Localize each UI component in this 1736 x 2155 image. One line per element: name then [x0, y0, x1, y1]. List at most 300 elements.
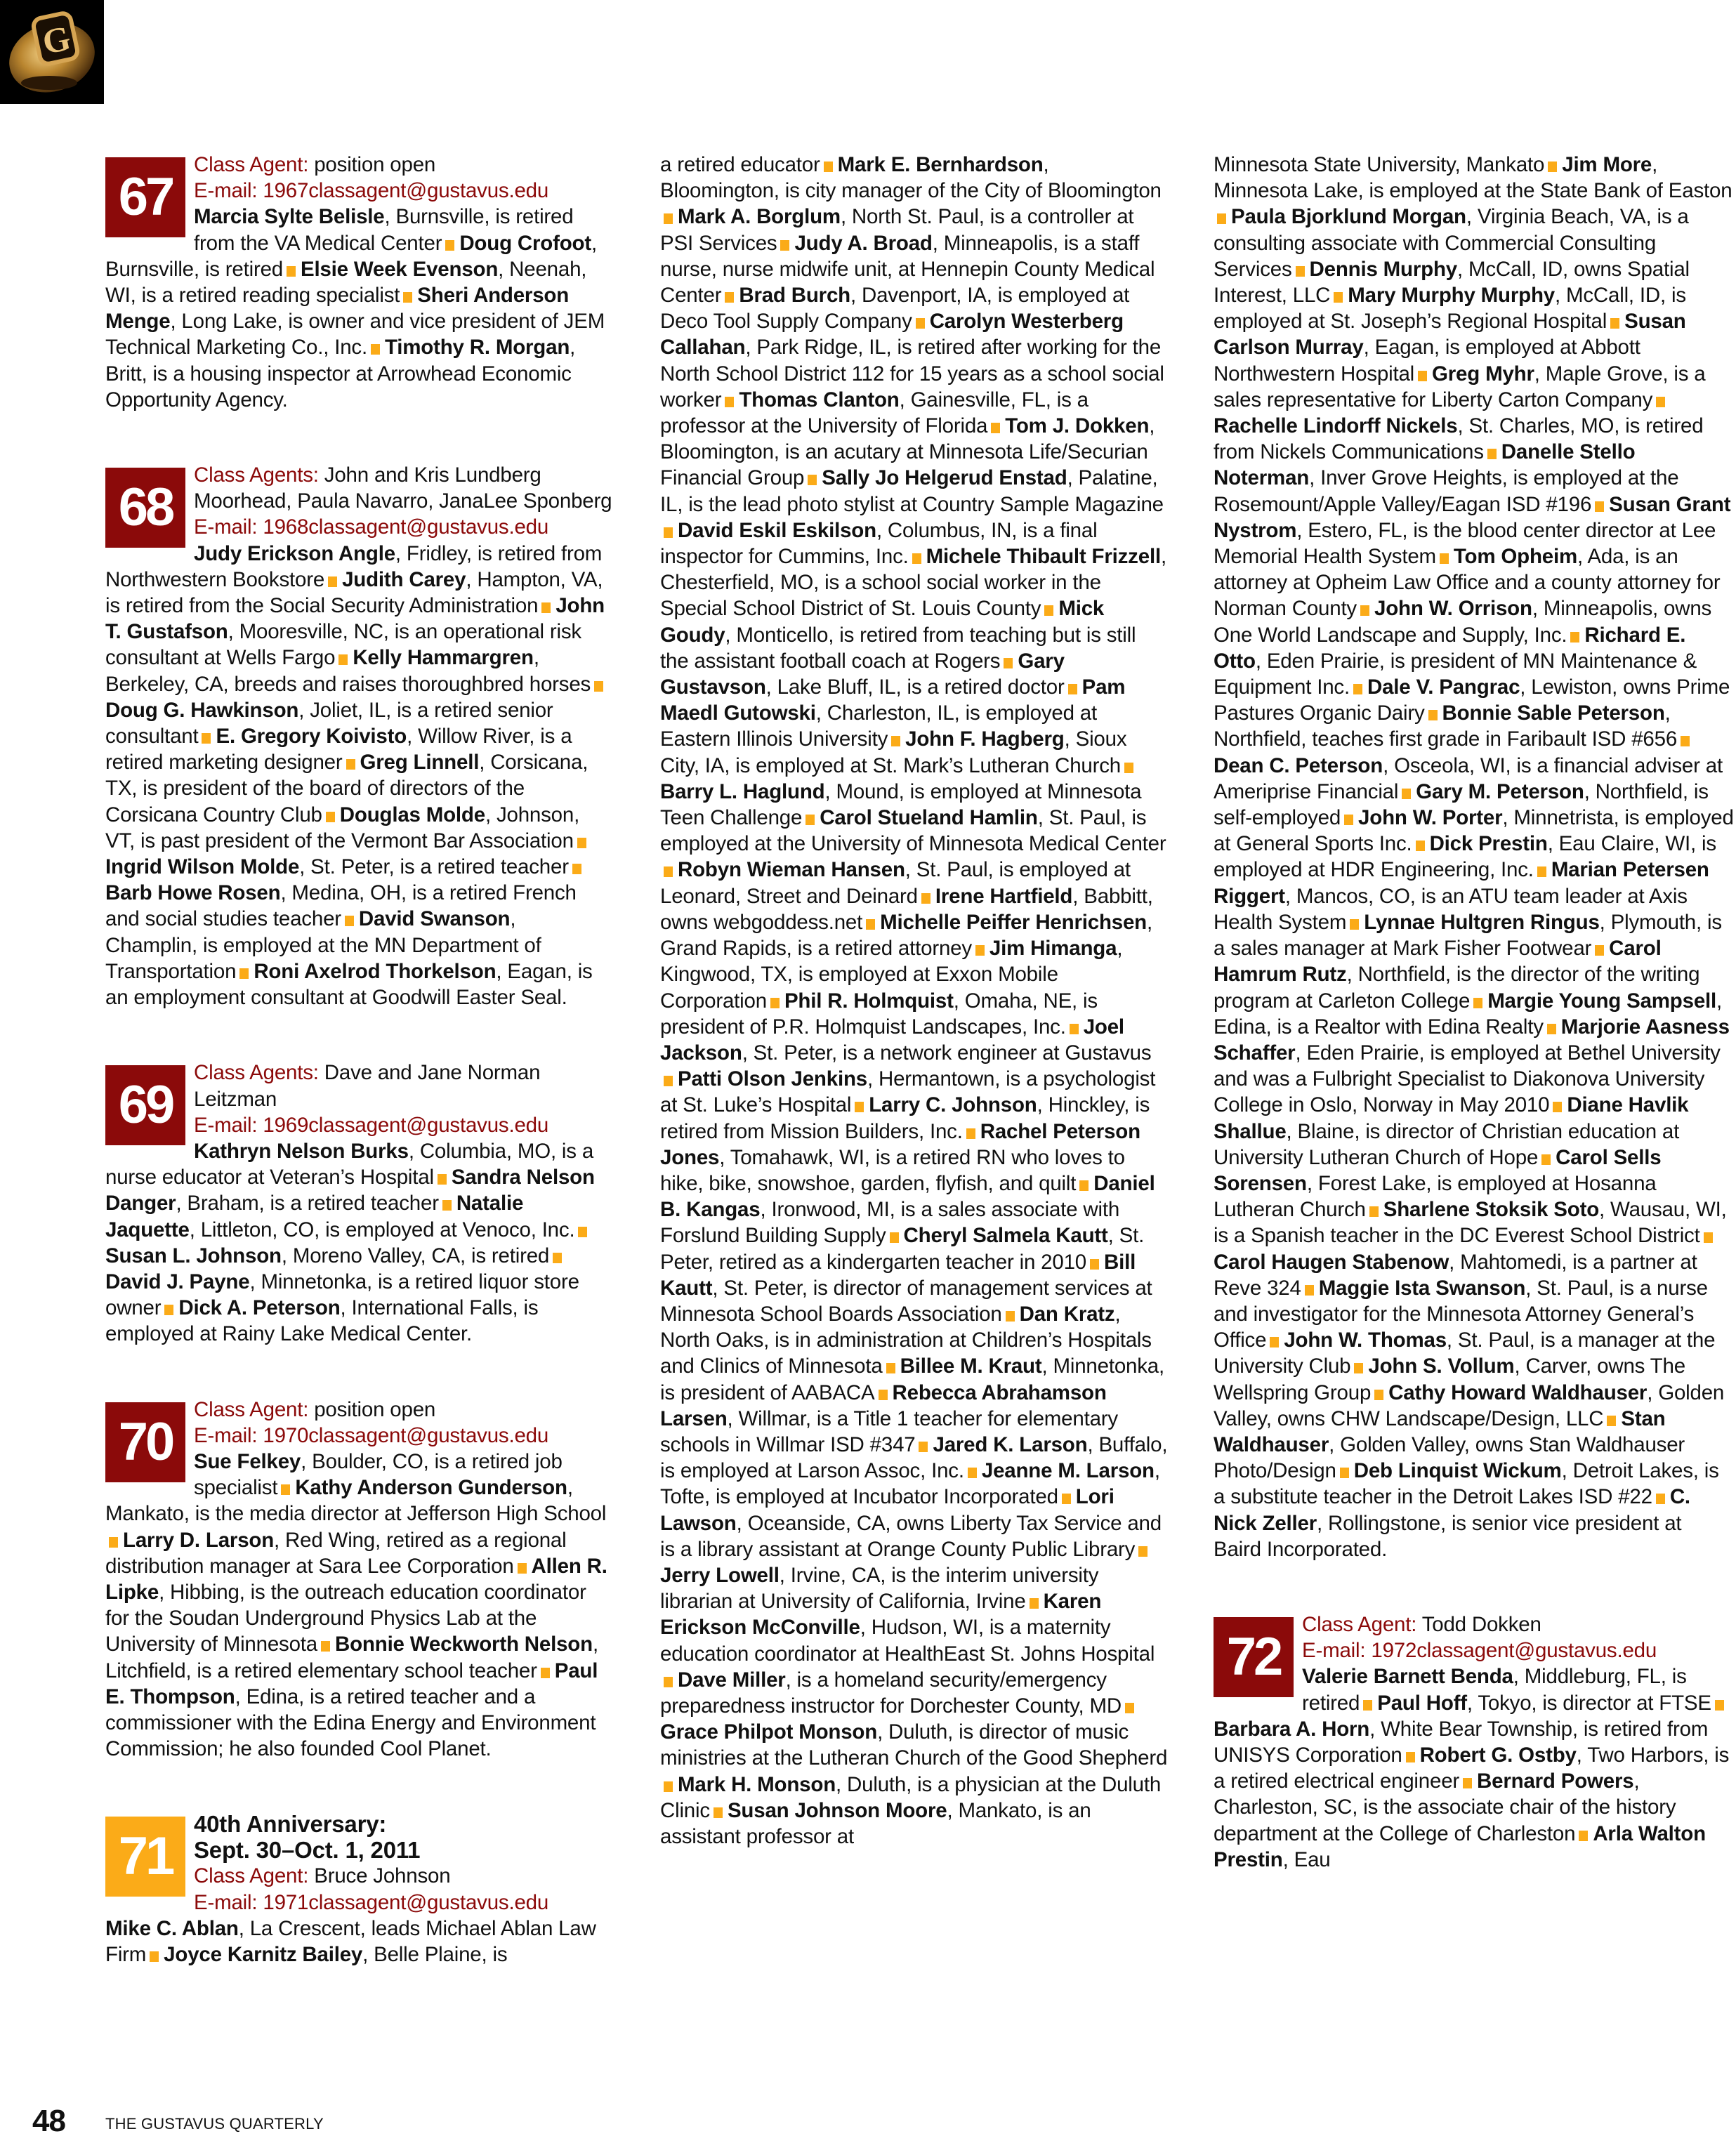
alumni-note-text: , Corsicana, TX, is president of the board of directors of the Corsicana Country Club: [105, 751, 588, 826]
alumni-note-text: , Duluth, is director of music ministries at the Lutheran Church of the Good Shepherd: [660, 1720, 1168, 1770]
alumni-name: Barbara A. Horn: [1214, 1717, 1370, 1741]
alumni-note-text: , Golden Valley, owns CHW Landscape/Design, LLC: [1214, 1380, 1725, 1430]
alumni-name: Greg Linnell: [360, 751, 480, 775]
alumni-name: Marian Petersen Riggert: [1214, 858, 1709, 908]
alumni-name: Paul Hoff: [1377, 1691, 1467, 1715]
alumni-note-text: , St. Charles, MO, is retired from Nickels Communications: [1214, 414, 1704, 464]
alumni-name: E. Gregory Koivisto: [216, 725, 407, 749]
bullet-square-icon: [1070, 1024, 1079, 1034]
alumni-name: Susan Johnson Moore: [727, 1798, 947, 1822]
class-note-entry: [164, 1943, 507, 1966]
bullet-square-icon: [438, 1174, 447, 1185]
class-section-68: [105, 462, 612, 1010]
alumni-name: Brad Burch: [739, 284, 850, 308]
alumni-note-text: , Ironwood, MI, is a sales associate with Forslund Building Supply: [660, 1198, 1120, 1248]
alumni-name: Dan Kratz: [1019, 1302, 1115, 1326]
alumni-name: Lynnae Hultgren Ringus: [1364, 910, 1600, 934]
alumni-name: Paula Bjorklund Morgan: [1231, 205, 1466, 229]
alumni-name: Sally Jo Helgerud Enstad: [822, 466, 1067, 490]
class-agent-label: Class Agent:: [194, 153, 309, 176]
alumni-note-text: , Berkeley, CA, breeds and raises thoroughbred horses: [105, 646, 591, 696]
bullet-square-icon: [891, 736, 900, 746]
column-2: [660, 152, 1169, 1899]
alumni-name: Bernard Powers: [1477, 1770, 1634, 1793]
alumni-name: David Eskil Eskilson: [678, 518, 876, 542]
alumni-note-text: , Grand Rapids, is a retired attorney: [660, 910, 1152, 961]
alumni-name: John W. Orrison: [1374, 597, 1532, 621]
alumni-note-text: , Willow River, is a retired marketing designer: [105, 725, 572, 775]
class-note-entry: [1377, 1692, 1711, 1715]
alumni-name: Kelly Hammargren: [353, 646, 534, 670]
alumni-note-text: , North Oaks, is in administration at Children’s Hospitals and Clinics of Minnesota: [660, 1302, 1152, 1378]
alumni-name: Gary Gustavson: [660, 649, 1065, 699]
class-note-entry: [1214, 153, 1732, 202]
bullet-square-icon: [1138, 1546, 1148, 1557]
alumni-note-text: , Rollingstone, is senior vice president at Baird Incorporated.: [1214, 1511, 1682, 1561]
alumni-name: Cheryl Salmela Kautt: [903, 1224, 1108, 1248]
alumni-name: John S. Vollum: [1368, 1355, 1515, 1378]
alumni-note-text: , Gainesville, FL, is a professor at the University of Florida: [660, 388, 1089, 438]
alumni-name: Mick Goudy: [660, 597, 1105, 647]
bullet-square-icon: [664, 1076, 673, 1086]
class-note-entry: [660, 1720, 1167, 1770]
bullet-square-icon: [1363, 1700, 1372, 1711]
alumni-name: Marcia Sylte Belisle: [194, 205, 385, 229]
class-section-67: [105, 152, 612, 413]
alumni-name: Bonnie Sable Peterson: [1442, 701, 1665, 725]
bullet-square-icon: [725, 397, 734, 407]
alumni-name: John T. Gustafson: [105, 594, 605, 644]
bullet-square-icon: [442, 1200, 452, 1211]
class-agent-value: John and Kris Lundberg Moorhead, Paula Navarro, JanaLee Sponberg: [194, 463, 612, 513]
alumni-name: Stan Waldhauser: [1214, 1406, 1666, 1456]
bullet-square-icon: [1030, 1598, 1039, 1609]
alumni-name: Irene Hartfield: [935, 884, 1073, 908]
bullet-square-icon: [866, 919, 875, 930]
class-agent-email[interactable]: E-mail: 1969classagent@gustavus.edu: [194, 1113, 549, 1137]
bullet-square-icon: [1473, 998, 1482, 1008]
bullet-square-icon: [1418, 371, 1427, 381]
class-note-entry: [105, 1296, 538, 1345]
bullet-square-icon: [578, 1227, 587, 1237]
alumni-note-text: , Mancos, CO, is an ATU team leader at Axis Health System: [1214, 884, 1688, 934]
alumni-name: David J. Payne: [105, 1270, 250, 1293]
alumni-name: Jerry Lowell: [660, 1563, 780, 1587]
alumni-name: Grace Philpot Monson: [660, 1720, 878, 1744]
alumni-note-text: , Minnesota Lake, is employed at the State Bank of Easton: [1214, 153, 1732, 203]
alumni-name: Jim More: [1562, 153, 1652, 176]
bullet-square-icon: [541, 1668, 550, 1678]
bullet-square-icon: [1124, 763, 1133, 773]
bullet-square-icon: [1125, 1703, 1134, 1713]
class-agent-label: Class Agent:: [194, 1864, 309, 1888]
alumni-note-text: , Oceanside, CA, owns Liberty Tax Service and is a library assistant at Orange County Public Library: [660, 1511, 1162, 1561]
alumni-note-text: , Lake Bluff, IL, is a retired doctor: [765, 676, 1065, 699]
alumni-note-text: , Mahtomedi, is a partner at Reve 324: [1214, 1250, 1697, 1300]
alumni-name: Rachelle Lindorff Nickels: [1214, 414, 1458, 438]
class-ring-logo: [0, 0, 104, 104]
alumni-name: Cathy Howard Waldhauser: [1388, 1380, 1648, 1404]
alumni-name: Michelle Peiffer Henrichsen: [880, 910, 1147, 934]
alumni-name: Michele Thibault Frizzell: [926, 545, 1161, 569]
alumni-name: Diane Havlik Shallue: [1214, 1093, 1689, 1143]
class-year-badge: 70: [105, 1402, 185, 1482]
alumni-name: Robyn Wieman Hansen: [678, 858, 905, 882]
bullet-square-icon: [890, 1232, 899, 1243]
bullet-square-icon: [281, 1484, 290, 1495]
alumni-note-text: , Tokyo, is director at FTSE: [1466, 1691, 1711, 1715]
class-agent-email[interactable]: E-mail: 1971classagent@gustavus.edu: [194, 1890, 549, 1914]
alumni-note-text: , McCall, ID, is employed at St. Joseph’s Regional Hospital: [1214, 284, 1686, 334]
alumni-note-text: , St. Paul, is employed at Leonard, Street and Deinard: [660, 858, 1131, 908]
alumni-note-text: , Medina, OH, is a retired French and social studies teacher: [105, 881, 577, 931]
alumni-name: Sue Felkey: [194, 1449, 301, 1473]
bullet-square-icon: [328, 576, 337, 587]
alumni-note-text: , Litchfield, is a retired elementary school teacher: [105, 1633, 598, 1682]
bullet-square-icon: [1402, 789, 1411, 799]
class-section-71-continued: [660, 152, 1169, 1850]
class-year-badge: 71: [105, 1817, 185, 1897]
alumni-name: Allen R. Lipke: [105, 1554, 607, 1604]
alumni-name: Mary Murphy Murphy: [1348, 284, 1555, 308]
alumni-name: Margie Young Sampsell: [1487, 989, 1717, 1013]
class-note-entry: [105, 1244, 549, 1267]
alumni-note-text: , Eden Prairie, is president of MN Maintenance & Equipment Inc.: [1214, 649, 1697, 699]
bullet-square-icon: [1296, 266, 1305, 277]
bullet-square-icon: [403, 292, 412, 303]
bullet-square-icon: [1541, 1154, 1551, 1165]
alumni-name: Douglas Molde: [339, 803, 485, 826]
alumni-note-text: , Northfield, is the director of the writing program at Carleton College: [1214, 963, 1700, 1013]
alumni-note-text: , Middleburg, FL, is retired: [1302, 1665, 1687, 1715]
bullet-square-icon: [541, 602, 551, 613]
alumni-name: Greg Myhr: [1432, 362, 1534, 385]
alumni-name: Karen Erickson McConville: [660, 1590, 1102, 1640]
alumni-note-text: , Eagan, is an employment consultant at Goodwill Easter Seal.: [105, 959, 593, 1010]
bullet-square-icon: [912, 553, 921, 564]
bullet-square-icon: [109, 1537, 118, 1548]
alumni-name: Patti Olson Jenkins: [678, 1067, 867, 1091]
class-notes: [105, 1916, 612, 1968]
bullet-square-icon: [150, 1951, 159, 1962]
class-notes: [105, 541, 612, 1011]
bullet-square-icon: [991, 423, 1000, 433]
class-section-71-continued-2: [1214, 152, 1735, 1562]
alumni-note-text: , Littleton, CO, is employed at Venoco, Inc.: [189, 1218, 575, 1241]
class-note-entry: [105, 1476, 606, 1525]
bullet-square-icon: [780, 240, 789, 251]
class-year-badge: 72: [1214, 1617, 1294, 1697]
alumni-note-text: , Hermantown, is a psychologist at St. Luke’s Hospital: [660, 1067, 1156, 1117]
alumni-name: Judy A. Broad: [794, 231, 933, 255]
alumni-note-text: , Buffalo, is employed at Larson Assoc, Inc.: [660, 1432, 1168, 1483]
class-note-entry: [660, 1799, 1091, 1848]
alumni-note-text: , Long Lake, is owner and vice president of JEM Technical Marketing Co., Inc.: [105, 310, 605, 360]
alumni-name: Sharlene Stoksik Soto: [1383, 1198, 1600, 1222]
bullet-square-icon: [770, 998, 780, 1008]
column-1: [105, 152, 612, 2017]
alumni-name: Billee M. Kraut: [900, 1355, 1042, 1378]
alumni-note-text: , Johnson, VT, is past president of the Vermont Bar Association: [105, 803, 580, 852]
alumni-name: John W. Porter: [1358, 806, 1503, 830]
class-year-badge: 67: [105, 157, 185, 237]
bullet-square-icon: [1062, 1494, 1071, 1504]
alumni-name: Gary M. Peterson: [1416, 779, 1584, 803]
alumni-name: Roni Axelrod Thorkelson: [254, 959, 497, 983]
class-agent-email[interactable]: E-mail: 1968classagent@gustavus.edu: [194, 515, 549, 539]
alumni-note-text: , Blaine, is director of Christian education at University Lutheran Church of Hope: [1214, 1119, 1680, 1169]
bullet-square-icon: [1350, 919, 1359, 930]
bullet-square-icon: [371, 344, 380, 355]
alumni-note-text: , Belle Plaine, is: [362, 1942, 508, 1966]
alumni-note-text: , Burnsville, is retired: [105, 231, 597, 281]
alumni-note-text: , Estero, FL, is the blood center director at Lee Memorial Health System: [1214, 518, 1716, 569]
class-agent-label: Class Agent:: [1302, 1612, 1417, 1636]
alumni-name: Joyce Karnitz Bailey: [164, 1942, 363, 1966]
bullet-square-icon: [1547, 1024, 1556, 1034]
alumni-note-text: , Neenah, WI, is a retired reading specialist: [105, 257, 587, 308]
bullet-square-icon: [577, 838, 586, 848]
bullet-square-icon: [1681, 736, 1690, 746]
bullet-square-icon: [664, 1677, 673, 1687]
anniversary-heading: 40th Anniversary:: [194, 1811, 387, 1838]
bullet-square-icon: [1353, 684, 1362, 694]
bullet-square-icon: [572, 864, 581, 874]
bullet-square-icon: [326, 812, 335, 822]
bullet-square-icon: [553, 1253, 562, 1263]
alumni-note-text: , Kingwood, TX, is employed at Exxon Mobile Corporation: [660, 937, 1123, 1013]
alumni-note-text: , Hampton, VA, is retired from the Social Security Administration: [105, 567, 603, 618]
alumni-note-text: , Charleston, SC, is the associate chair of the history department at the College of Charleston: [1214, 1770, 1676, 1845]
alumni-note-text: , Detroit Lakes, is a substitute teacher in the Detroit Lakes ISD #22: [1214, 1459, 1719, 1509]
alumni-name: Joel Jackson: [660, 1015, 1124, 1065]
alumni-name: Daniel B. Kangas: [660, 1171, 1155, 1222]
alumni-note-text: , Golden Valley, owns Stan Waldhauser Photo/Design: [1214, 1432, 1685, 1483]
alumni-name: Valerie Barnett Benda: [1302, 1665, 1513, 1689]
class-section-71: [105, 1811, 612, 1968]
bullet-square-icon: [808, 475, 817, 485]
bullet-square-icon: [1428, 710, 1438, 720]
alumni-note-text: , Burnsville, is retired from the VA Medical Center: [194, 205, 574, 255]
alumni-name: Arla Walton Prestin: [1214, 1821, 1706, 1871]
alumni-name: Mark H. Monson: [678, 1772, 836, 1796]
bullet-square-icon: [1360, 605, 1369, 616]
alumni-name: Danelle Stello Noterman: [1214, 440, 1636, 490]
alumni-note-text: , Palatine, IL, is the lead photo stylist at Country Sample Magazine: [660, 466, 1164, 516]
bullet-square-icon: [202, 733, 211, 744]
alumni-name: Deb Linquist Wickum: [1353, 1459, 1562, 1483]
alumni-note-text: , Columbus, IN, is a final inspector for Cummins, Inc.: [660, 518, 1098, 569]
class-note-entry: [105, 1529, 567, 1578]
bullet-square-icon: [1537, 866, 1546, 877]
alumni-name: Carolyn Westerberg Callahan: [660, 310, 1124, 360]
alumni-name: John W. Thomas: [1284, 1329, 1447, 1352]
bullet-square-icon: [287, 266, 296, 277]
alumni-note-text: , Lewiston, owns Prime Pastures Organic Dairy: [1214, 676, 1730, 725]
class-section-69: [105, 1060, 612, 1347]
alumni-name: Barry L. Haglund: [660, 779, 825, 803]
class-agent-label: Class Agents:: [194, 1061, 319, 1085]
alumni-note-text: , St. Peter, retired as a kindergarten teacher in 2010: [660, 1224, 1145, 1274]
alumni-note-text: , Wausau, WI, is a Spanish teacher in the DC Everest School District: [1214, 1198, 1727, 1248]
class-notes: a retired educator Mark E. Bernhardson, Bloomington, is city manager of the City of BloomingtonMark A. Borglum, North St. Paul, is a controller at PSI Services Judy A. Broad, Minneapolis, is a staff nurse, nurse midwife unit, at Hennepin County Medical Center Brad Burch, Davenport, IA, is employed at Deco Tool Supply Company Carolyn Westerberg Callahan, Park Ridge, IL, is retired after working for the North School District 112 for 15 years as a school social worker Thomas Clanton, Gainesville, FL, is a professor at the University of Florida Tom J. Dokken, Bloomington, is an acutary at Minnesota Life/Securian Financial Group Sally Jo Helgerud Enstad, Palatine, IL, is the lead photo stylist at Country Sample MagazineDavid Eskil Eskilson, Columbus, IN, is a final inspector for Cummins, Inc. Michele Thibault Frizzell, Chesterfield, MO, is a school social worker in the Special School District of St. Louis County Mick Goudy, Monticello, is retired from teaching but is still the assistant football coach at Rogers Gary Gustavson, Lake Bluff, IL, is a retired doctor Pam Maedl Gutowski, Charleston, IL, is employed at Eastern Illinois University John F. Hagberg, Sioux City, IA, is employed at St. Mark’s Lutheran ChurchBarry L. Haglund, Mound, is employed at Minnesota Teen Challenge Carol Stueland Hamlin, St. Paul, is employed at the University of Minnesota Medical CenterRobyn Wieman Hansen, St. Paul, is employed at Leonard, Street and Deinard Irene Hartfield, Babbitt, owns webgoddess.net Michelle Peiffer Henrichsen, Grand Rapids, is a retired attorney Jim Himanga, Kingwood, TX, is employed at Exxon Mobile Corporation Phil R. Holmquist, Omaha, NE, is president of P.R. Holmquist Landscapes, Inc. Joel Jackson, St. Peter, is a network engineer at GustavusPatti Olson Jenkins, Hermantown, is a psychologist at St. Luke’s Hospital Larry C. Johnson, Hinckley, is retired from Mission Builders, Inc. Rachel Peterson Jones, Tomahawk, WI, is a retired RN who loves to hike, bike, snowshoe, garden, flyfish, and quilt Daniel B. Kangas, Ironwood, MI, is a sales associate with Forslund Building Supply Cheryl Salmela Kautt, St. Peter, retired as a kindergarten teacher in 2010 Bill Kautt, St. Peter, is director of management services at Minnesota School Boards Association Dan Kratz, North Oaks, is in administration at Children’s Hospitals and Clinics of Minnesota Billee M. Kraut, Minnetonka, is president of AABACA Rebecca Abrahamson Larsen, Willmar, is a Title 1 teacher for elementary schools in Willmar ISD #347 Jared K. Larson, Buffalo, is employed at Larson Assoc, Inc. Jeanne M. Larson, Tofte, is employed at Incubator Incorporated Lori Lawson, Oceanside, CA, owns Liberty Tax Service and is a library assistant at Orange County Public LibraryJerry Lowell, Irvine, CA, is the interim university librarian at University of California, Irvine Karen Erickson McConville, Hudson, WI, is a maternity education coordinator at HealthEast St. Johns HospitalDave Miller, is a homeland security/emergency preparedness instructor for Dorchester County, MDGrace Philpot Monson, Duluth, is director of music ministries at the Lutheran Church of the Good ShepherdMark H. Monson, Duluth, is a physician at the Duluth Clinic Susan Johnson Moore, Mankato, is an assistant professor at: [660, 153, 1168, 1848]
bullet-square-icon: [1595, 501, 1604, 512]
class-agent-email[interactable]: E-mail: 1967classagent@gustavus.edu: [194, 179, 549, 203]
bullet-square-icon: [1416, 841, 1425, 851]
alumni-note-text: , Bloomington, is city manager of the City of Bloomington: [660, 153, 1162, 203]
alumni-note-text: , Virginia Beach, VA, is a consulting associate with Commercial Consulting Services: [1214, 205, 1689, 281]
bullet-square-icon: [1553, 1102, 1562, 1112]
bullet-square-icon: [1595, 945, 1604, 956]
bullet-square-icon: [1006, 1311, 1015, 1322]
class-notes: Minnesota State University, Mankato Jim More, Minnesota Lake, is employed at the State Bank of EastonPaula Bjorklund Morgan, Virginia Beach, VA, is a consulting associate with Commercial Consulting Services Dennis Murphy, McCall, ID, owns Spatial Interest, LLC Mary Murphy Murphy, McCall, ID, is employed at St. Joseph’s Regional Hospital Susan Carlson Murray, Eagan, is employed at Abbott Northwestern Hospital Greg Myhr, Maple Grove, is a sales representative for Liberty Carton CompanyRachelle Lindorff Nickels, St. Charles, MO, is retired from Nickels Communications Danelle Stello Noterman, Inver Grove Heights, is employed at the Rosemount/Apple Valley/Eagan ISD #196 Susan Grant Nystrom, Estero, FL, is the blood center director at Lee Memorial Health System Tom Opheim, Ada, is an attorney at Opheim Law Office and a county attorney for Norman County John W. Orrison, Minneapolis, owns One World Landscape and Supply, Inc. Richard E. Otto, Eden Prairie, is president of MN Maintenance & Equipment Inc. Dale V. Pangrac, Lewiston, owns Prime Pastures Organic Dairy Bonnie Sable Peterson, Northfield, teaches first grade in Faribault ISD #656Dean C. Peterson, Osceola, WI, is a financial adviser at Ameriprise Financial Gary M. Peterson, Northfield, is self-employed John W. Porter, Minnetrista, is employed at General Sports Inc. Dick Prestin, Eau Claire, WI, is employed at HDR Engineering, Inc. Marian Petersen Riggert, Mancos, CO, is an ATU team leader at Axis Health System Lynnae Hultgren Ringus, Plymouth, is a sales manager at Mark Fisher Footwear Carol Hamrum Rutz, Northfield, is the director of the writing program at Carleton College Margie Young Sampsell, Edina, is a Realtor with Edina Realty Marjorie Aasness Schaffer, Eden Prairie, is employed at Bethel University and was a Fulbright Specialist to Diakonova University College in Oslo, Norway in May 2010 Diane Havlik Shallue, Blaine, is director of Christian education at University Lutheran Church of Hope Carol Sells Sorensen, Forest Lake, is employed at Hosanna Lutheran Church Sharlene Stoksik Soto, Wausau, WI, is a Spanish teacher in the DC Everest School DistrictCarol Haugen Stabenow, Mahtomedi, is a partner at Reve 324 Maggie Ista Swanson, St. Paul, is a nurse and investigator for the Minnesota Attorney General’s Office John W. Thomas, St. Paul, is a manager at the University Club John S. Vollum, Carver, owns The Wellspring Group Cathy Howard Waldhauser, Golden Valley, owns CHW Landscape/Design, LLC Stan Waldhauser, Golden Valley, owns Stan Waldhauser Photo/Design Deb Linquist Wickum, Detroit Lakes, is a substitute teacher in the Detroit Lakes ISD #22 C. Nick Zeller, Rollingstone, is senior vice president at Baird Incorporated.: [1214, 153, 1734, 1561]
alumni-name: Ingrid Wilson Molde: [105, 855, 300, 879]
alumni-name: Tom J. Dokken: [1005, 414, 1150, 438]
class-agent-email[interactable]: E-mail: 1970classagent@gustavus.edu: [194, 1423, 549, 1447]
alumni-note-text: , St. Peter, is a retired teacher: [299, 855, 569, 879]
alumni-note-text: , North St. Paul, is a controller at PSI Services: [660, 205, 1134, 255]
alumni-note-text: , Braham, is a retired teacher: [176, 1192, 439, 1215]
alumni-note-text: , Minneapolis, owns One World Landscape and Supply, Inc.: [1214, 597, 1712, 647]
class-agent-value: Bruce Johnson: [308, 1864, 451, 1888]
alumni-name: Jeanne M. Larson: [981, 1459, 1155, 1483]
alumni-note-text: , Red Wing, retired as a regional distribution manager at Sara Lee Corporation: [105, 1528, 567, 1578]
alumni-note-text: , Tofte, is employed at Incubator Incorporated: [660, 1459, 1160, 1509]
alumni-note-text: , Monticello, is retired from teaching but is still the assistant football coach at Rogers: [660, 623, 1136, 673]
bullet-square-icon: [1656, 397, 1665, 407]
alumni-note-text: , St. Peter, is director of management services at Minnesota School Boards Association: [660, 1276, 1152, 1326]
alumni-name: Mike C. Ablan: [105, 1916, 239, 1940]
bullet-square-icon: [886, 1363, 895, 1373]
alumni-note-text: , Bloomington, is an acutary at Minnesota Life/Securian Financial Group: [660, 414, 1155, 490]
alumni-name: Pam Maedl Gutowski: [660, 676, 1126, 725]
alumni-note-text: , Joliet, IL, is a retired senior consultant: [105, 698, 553, 749]
class-section-70: [105, 1397, 612, 1762]
bullet-square-icon: [725, 292, 734, 303]
bullet-square-icon: [1340, 1468, 1349, 1478]
bullet-square-icon: [338, 654, 348, 665]
bullet-square-icon: [1656, 1494, 1665, 1504]
column-3: [1214, 152, 1735, 1922]
class-agent-label: Class Agents:: [194, 463, 319, 487]
alumni-name: Dale V. Pangrac: [1367, 676, 1520, 699]
alumni-name: Susan Grant Nystrom: [1214, 492, 1731, 542]
alumni-note-text: , St. Peter, is a network engineer at Gustavus: [742, 1041, 1152, 1065]
alumni-name: Rachel Peterson Jones: [660, 1119, 1140, 1169]
bullet-square-icon: [824, 162, 833, 172]
bullet-square-icon: [879, 1390, 888, 1400]
alumni-note-text: , Duluth, is a physician at the Duluth Clinic: [660, 1772, 1162, 1822]
bullet-square-icon: [1044, 605, 1053, 616]
alumni-name: C. Nick Zeller: [1214, 1485, 1690, 1535]
class-agent-value: position open: [308, 1397, 436, 1421]
alumni-note-text: , Plymouth, is a sales manager at Mark Fisher Footwear: [1214, 910, 1722, 961]
alumni-note-text: , Park Ridge, IL, is retired after working for the North School District 112 for 15 years as a school social worker: [660, 336, 1164, 411]
bullet-square-icon: [664, 527, 673, 538]
alumni-name: Carol Stueland Hamlin: [820, 806, 1038, 830]
alumni-note-text: , Edina, is a retired teacher and a commissioner with the Edina Energy and Environment Commission; he also founded Cool Planet.: [105, 1685, 596, 1761]
alumni-name: Sandra Nelson Danger: [105, 1166, 595, 1215]
alumni-note-text: , Chesterfield, MO, is a school social worker in the Special School District of St. Louis County: [660, 545, 1166, 621]
alumni-note-text: , Carver, owns The Wellspring Group: [1214, 1355, 1685, 1404]
alumni-name: John F. Hagberg: [905, 727, 1065, 751]
alumni-note-text: , Mankato, is the media director at Jefferson High School: [105, 1476, 607, 1526]
bullet-square-icon: [1579, 1831, 1588, 1841]
alumni-name: Doug Crofoot: [459, 231, 591, 255]
alumni-note-text: , Mound, is employed at Minnesota Teen Challenge: [660, 779, 1142, 830]
alumni-note-text: , McCall, ID, owns Spatial Interest, LLC: [1214, 257, 1690, 308]
class-agent-value: position open: [308, 153, 436, 176]
alumni-note-text: , is a homeland security/emergency preparedness instructor for Dorchester County, MD: [660, 1668, 1122, 1718]
alumni-note-text: , Charleston, IL, is employed at Eastern Illinois University: [660, 701, 1098, 751]
bullet-square-icon: [594, 681, 603, 692]
bullet-square-icon: [1463, 1778, 1472, 1788]
class-agent-email[interactable]: E-mail: 1972classagent@gustavus.edu: [1302, 1639, 1657, 1663]
bullet-square-icon: [1607, 1416, 1616, 1426]
alumni-name: David Swanson: [358, 907, 511, 931]
alumni-name: Tom Opheim: [1453, 545, 1578, 569]
alumni-name: Lori Lawson: [660, 1485, 1114, 1535]
publication-title: THE GUSTAVUS QUARTERLY: [105, 2115, 324, 2133]
class-note-entry: [105, 855, 569, 878]
bullet-square-icon: [968, 1468, 977, 1478]
alumni-note-text: , Northfield, teaches first grade in Faribault ISD #656: [1214, 701, 1678, 751]
bullet-square-icon: [919, 1442, 928, 1452]
class-notes: [105, 1138, 612, 1347]
alumni-name: Robert G. Ostby: [1419, 1743, 1577, 1767]
class-notes: [105, 1449, 612, 1762]
alumni-name: Dave Miller: [678, 1668, 786, 1692]
alumni-note-text: , St. Paul, is a nurse and investigator for the Minnesota Attorney General’s Office: [1214, 1276, 1708, 1352]
class-year-badge: 68: [105, 468, 185, 548]
alumni-name: Rebecca Abrahamson Larsen: [660, 1380, 1107, 1430]
bullet-square-icon: [714, 1807, 723, 1818]
bullet-square-icon: [346, 759, 355, 770]
alumni-name: Paul E. Thompson: [105, 1659, 598, 1708]
alumni-name: Larry D. Larson: [123, 1528, 275, 1552]
alumni-note-text: , International Falls, is employed at Rainy Lake Medical Center.: [105, 1296, 539, 1346]
bullet-square-icon: [1344, 815, 1353, 825]
alumni-note-text: , Forest Lake, is employed at Hosanna Lutheran Church: [1214, 1171, 1657, 1222]
alumni-note-text: , Moreno Valley, CA, is retired: [281, 1244, 550, 1267]
alumni-name: Barb Howe Rosen: [105, 881, 281, 905]
alumni-note-text: , Davenport, IA, is employed at Deco Tool Supply Company: [660, 284, 1130, 334]
alumni-name: Bill Kautt: [660, 1250, 1136, 1300]
alumni-name: Dick A. Peterson: [178, 1296, 341, 1320]
bullet-square-icon: [1354, 1363, 1363, 1373]
alumni-note-text: , Minneapolis, is a staff nurse, nurse midwife unit, at Hennepin County Medical Center: [660, 231, 1155, 308]
alumni-note-text: , Ada, is an attorney at Opheim Law Office and a county attorney for Norman County: [1214, 545, 1721, 621]
bullet-square-icon: [345, 916, 354, 926]
bullet-square-icon: [1079, 1180, 1089, 1191]
alumni-name: Elsie Week Evenson: [301, 257, 499, 281]
alumni-note-text: , Tomahawk, WI, is a retired RN who loves to hike, bike, snowshoe, garden, flyfish, and quilt: [660, 1145, 1125, 1195]
alumni-name: Timothy R. Morgan: [384, 336, 570, 360]
alumni-name: Phil R. Holmquist: [784, 989, 954, 1013]
alumni-note-text: , Eden Prairie, is employed at Bethel University and was a Fulbright Specialist to Diakonova University College in Oslo, Norway in May 2010: [1214, 1041, 1721, 1117]
class-section-72: [1214, 1612, 1735, 1873]
alumni-name: Jim Himanga: [989, 937, 1117, 961]
bullet-square-icon: [1374, 1390, 1383, 1400]
alumni-note-text: , Babbitt, owns webgoddess.net: [660, 884, 1153, 934]
alumni-name: Doug G. Hawkinson: [105, 698, 299, 722]
bullet-square-icon: [239, 968, 249, 979]
bullet-square-icon: [664, 1781, 673, 1792]
alumni-name: Marjorie Aasness Schaffer: [1214, 1015, 1730, 1065]
alumni-name: Susan L. Johnson: [105, 1244, 282, 1267]
alumni-name: Natalie Jaquette: [105, 1192, 524, 1241]
alumni-name: Dean C. Peterson: [1214, 753, 1383, 777]
